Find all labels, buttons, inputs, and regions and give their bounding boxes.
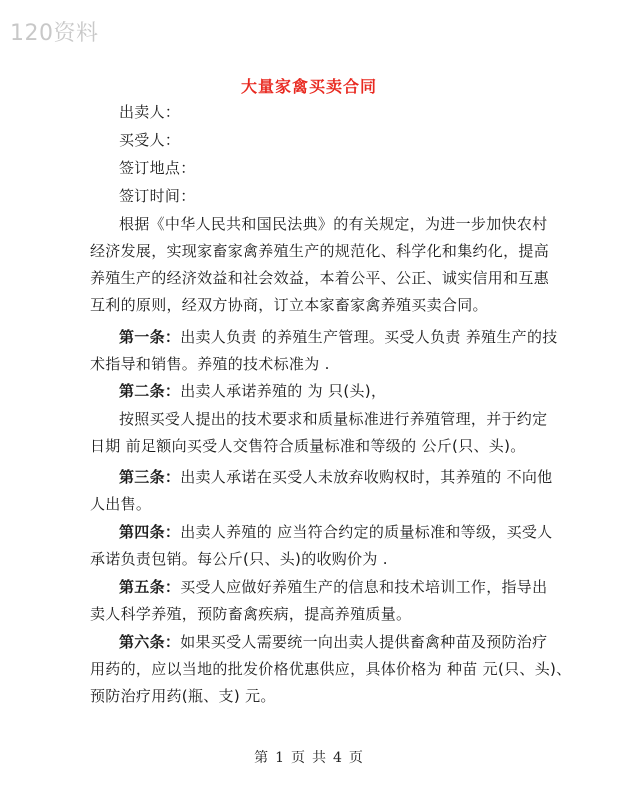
article-5-line [119, 577, 547, 597]
article-1-line [119, 327, 558, 347]
article-2-text: 出卖人承诺养殖的 为 只(头)， [180, 382, 387, 400]
document-title: 大量家禽买卖合同 [240, 77, 377, 96]
article-2-line: 日期 前足额向买受人交售符合质量标准和等级的 公斤(只、头)。 [90, 437, 526, 455]
article-5-text: 买受人应做好养殖生产的信息和技术培训工作，指导出 [180, 578, 548, 596]
article-4-text: 出卖人养殖的 应当符合约定的质量标准和等级，买受人 [180, 523, 553, 541]
buyer-field: 买受人： [119, 131, 181, 149]
seller-field: 出卖人： [119, 103, 181, 121]
article-6-label: 第六条： [119, 633, 181, 651]
article-1-text: 出卖人负责 的养殖生产管理。买受人负责 养殖生产的技 [180, 328, 558, 346]
article-1-label: 第一条： [119, 328, 181, 346]
article-6-line: 预防治疗用药(瓶、支) 元。 [90, 687, 276, 705]
article-6-line: 用药的，应以当地的批发价格优惠供应，具体价格为 种苗 元(只、头)、 [90, 660, 572, 678]
total-word: 共 [312, 750, 327, 766]
page-word: 第 [254, 750, 270, 766]
time-field: 签订时间： [119, 187, 196, 205]
article-5-line: 卖人科学养殖，预防畜禽疾病，提高养殖质量。 [90, 605, 412, 623]
article-4-label: 第四条： [119, 523, 181, 541]
article-2-line [119, 381, 386, 401]
page-unit: 页 [291, 750, 306, 766]
article-4-line [119, 522, 552, 542]
article-3-line: 人出售。 [90, 495, 152, 513]
article-3-text: 出卖人承诺在买受人未放弃收购权时，其养殖的 不向他 [180, 468, 553, 486]
article-3-label: 第三条： [119, 468, 181, 486]
article-6-text: 如果买受人需要统一向出卖人提供畜禽种苗及预防治疗 [180, 633, 548, 651]
article-2-label: 第二条： [119, 382, 181, 400]
article-2-line: 按照买受人提出的技术要求和质量标准进行养殖管理，并于约定 [119, 410, 548, 428]
article-5-label: 第五条： [119, 578, 181, 596]
article-4-line: 承诺负责包销。每公斤(只、头)的收购价为 . [90, 550, 388, 568]
preamble-line: 养殖生产的经济效益和社会效益，本着公平、公正、诚实信用和互惠 [90, 269, 550, 287]
place-field: 签订地点： [119, 159, 196, 177]
page-number: 1 [275, 750, 285, 766]
total-pages: 4 [333, 750, 343, 766]
total-unit: 页 [348, 750, 364, 766]
article-1-line: 术指导和销售。养殖的技术标准为 . [90, 355, 330, 373]
preamble-line: 根据《中华人民共和国民法典》的有关规定，为进一步加快农村 [119, 215, 548, 233]
preamble-line: 互利的原则，经双方协商，订立本家畜家禽养殖买卖合同。 [90, 296, 488, 314]
preamble-line: 经济发展，实现家畜家禽养殖生产的规范化、科学化和集约化，提高 [90, 242, 550, 260]
article-6-line [119, 632, 547, 652]
watermark: 120资料 [10, 21, 99, 46]
article-3-line [119, 467, 552, 487]
page-footer [0, 747, 618, 767]
